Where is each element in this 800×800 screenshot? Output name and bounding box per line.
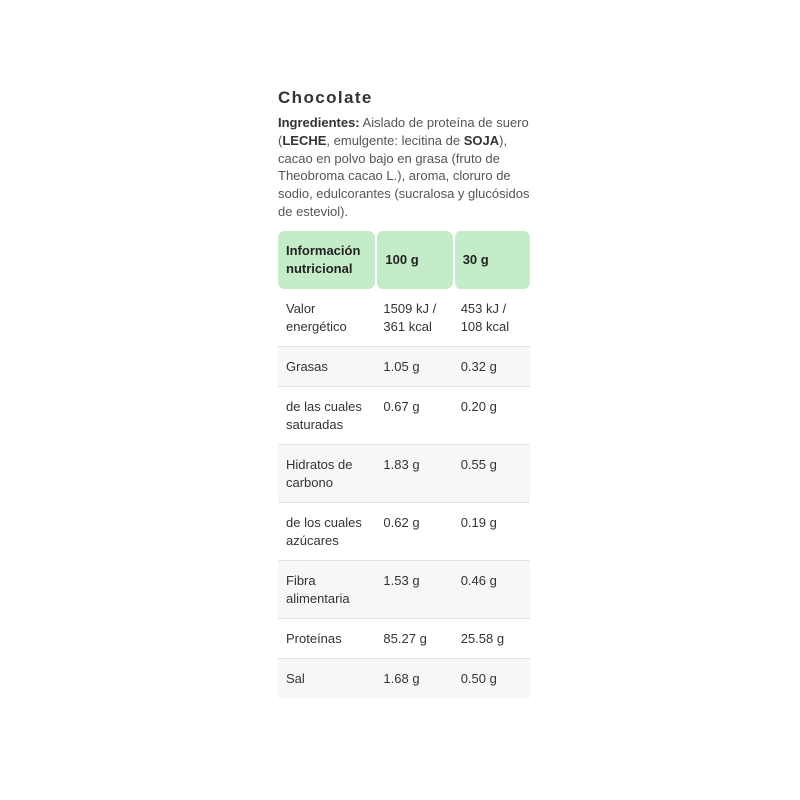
table-row	[278, 619, 530, 659]
value-30g: 0.32 g	[453, 347, 530, 387]
header-per-30g: 30 g	[453, 231, 530, 289]
value-30g: 25.58 g	[453, 619, 530, 659]
table-row	[278, 561, 530, 619]
value-30g: 0.46 g	[453, 561, 530, 619]
ingredient-text: ), cacao en polvo bajo en grasa (fruto de Theobroma cacao L.), aroma, cloruro de sodio, edulcorantes (sucralosa y glucósidos de esteviol).	[278, 132, 530, 219]
ingredients-body	[278, 115, 529, 219]
nutrition-table	[278, 231, 530, 698]
product-info	[278, 88, 530, 221]
value-30g: 0.20 g	[453, 387, 530, 445]
table-row	[278, 347, 530, 387]
value-100g: 1.53 g	[375, 561, 452, 619]
ingredients-label: Ingredientes:	[278, 115, 360, 130]
table-row	[278, 387, 530, 445]
value-30g: 0.50 g	[453, 659, 530, 698]
nutrition-header-row	[278, 231, 530, 289]
value-100g: 85.27 g	[375, 619, 452, 659]
value-30g: 453 kJ / 108 kcal	[453, 289, 530, 347]
nutrient-name: Grasas	[278, 347, 375, 387]
nutrient-name: Valor energético	[278, 289, 375, 347]
value-100g: 0.62 g	[375, 503, 452, 561]
nutrient-name: Sal	[278, 659, 375, 698]
value-100g: 1.83 g	[375, 445, 452, 503]
allergen-text: SOJA	[463, 132, 500, 148]
table-row	[278, 659, 530, 698]
table-row	[278, 445, 530, 503]
value-100g: 1509 kJ / 361 kcal	[375, 289, 452, 347]
value-30g: 0.55 g	[453, 445, 530, 503]
table-row	[278, 503, 530, 561]
nutrient-name: de los cuales azúcares	[278, 503, 375, 561]
value-30g: 0.19 g	[453, 503, 530, 561]
allergen-text: LECHE	[282, 132, 327, 148]
value-100g: 1.05 g	[375, 347, 452, 387]
nutrient-name: Fibra alimentaria	[278, 561, 375, 619]
ingredients-text	[278, 114, 530, 221]
header-nutrient: Información nutricional	[278, 231, 375, 289]
nutrient-name: Proteínas	[278, 619, 375, 659]
product-title: Chocolate	[278, 88, 373, 107]
table-row	[278, 289, 530, 347]
nutrient-name: Hidratos de carbono	[278, 445, 375, 503]
nutrient-name: de las cuales saturadas	[278, 387, 375, 445]
ingredient-text: , emulgente: lecitina de	[326, 132, 464, 148]
ingredient-text: Aislado de proteína de suero (	[278, 115, 529, 148]
header-per-100g: 100 g	[375, 231, 452, 289]
value-100g: 0.67 g	[375, 387, 452, 445]
value-100g: 1.68 g	[375, 659, 452, 698]
